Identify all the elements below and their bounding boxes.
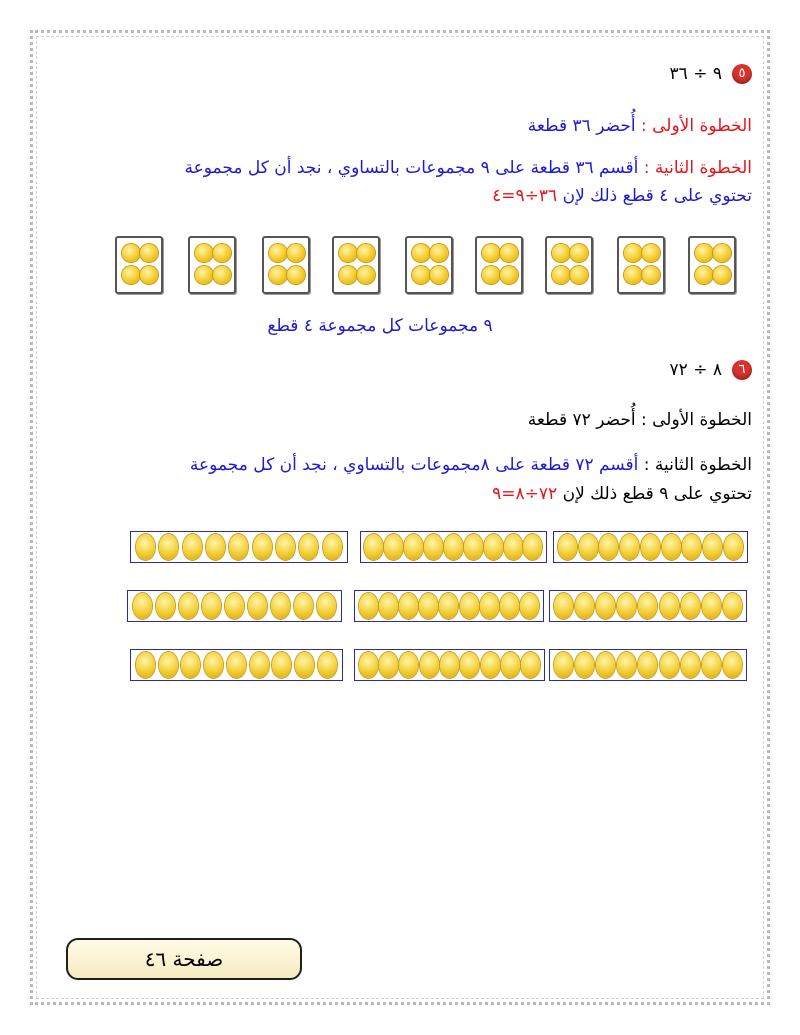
counter-piece (412, 266, 430, 284)
counter-piece (225, 593, 244, 619)
problem-5-step-1-text: أُحضر ٣٦ قطعة (527, 116, 641, 136)
counter-piece (227, 652, 246, 678)
problem-6-equation: ٧٢÷٨=٩ (492, 484, 558, 504)
problem-5-step-2-line-2-text: تحتوي على ٤ قطع ذلك لإن (557, 186, 752, 206)
counter-piece (723, 652, 742, 678)
counter-piece (295, 652, 314, 678)
counter-piece (596, 593, 615, 619)
counter-piece (695, 266, 713, 284)
counter-piece (558, 534, 577, 560)
problem-5-number-badge: ٥ (732, 64, 752, 84)
counter-piece (250, 652, 269, 678)
counter-piece (379, 593, 398, 619)
counter-piece (181, 652, 200, 678)
counter-piece (122, 266, 140, 284)
counter-piece (424, 534, 443, 560)
problem-6-step-2-label: الخطوة الثانية : (638, 455, 752, 475)
counter-piece (724, 534, 743, 560)
counter-piece (695, 244, 713, 262)
counter-piece (500, 266, 518, 284)
counter-piece (384, 534, 403, 560)
counter-piece (464, 534, 483, 560)
problem-5-expression: ٩ ÷ ٣٦ (669, 64, 722, 84)
counter-piece (575, 593, 594, 619)
counter-piece (660, 593, 679, 619)
group-tile (188, 236, 236, 294)
counter-piece (552, 266, 570, 284)
problem-5-step-2-text: أقسم ٣٦ قطعة على ٩ مجموعات بالتساوي ، نجد أن كل مجموعة (184, 158, 639, 178)
counter-piece (579, 534, 598, 560)
counter-piece (204, 652, 223, 678)
counter-piece (575, 652, 594, 678)
counter-piece (642, 244, 660, 262)
group-strip (127, 590, 342, 622)
counter-piece (136, 534, 155, 560)
counter-piece (482, 244, 500, 262)
counter-piece (206, 534, 225, 560)
group-strip (549, 649, 747, 681)
group-strip (354, 590, 544, 622)
counter-piece (520, 593, 539, 619)
counter-piece (122, 244, 140, 262)
group-tile (115, 236, 163, 294)
counter-piece (183, 534, 202, 560)
problem-5-caption: ٩ مجموعات كل مجموعة ٤ قطع (267, 316, 493, 336)
counter-piece (140, 244, 158, 262)
counter-piece (140, 266, 158, 284)
group-strip (130, 531, 348, 563)
counter-piece (404, 534, 423, 560)
counter-piece (570, 266, 588, 284)
problem-6-expression: ٨ ÷ ٧٢ (669, 360, 722, 380)
counter-piece (399, 593, 418, 619)
problem-6-step-1-text: أُحضر ٧٢ قطعة (527, 410, 641, 430)
counter-piece (359, 593, 378, 619)
counter-piece (359, 652, 378, 678)
problem-5-equation: ٣٦÷٩=٤ (492, 186, 558, 206)
problem-6-step-2-text: أقسم ٧٢ قطعة على ٨مجموعات بالتساوي ، نجد أن كل مجموعة (189, 455, 639, 475)
problem-5-step-1 (528, 116, 752, 136)
counter-piece (703, 534, 722, 560)
counter-piece (662, 534, 681, 560)
group-tile (617, 236, 665, 294)
counter-piece (554, 593, 573, 619)
group-strip (549, 590, 747, 622)
page-border-inner (36, 36, 764, 999)
counter-piece (596, 652, 615, 678)
counter-piece (269, 266, 287, 284)
counter-piece (195, 266, 213, 284)
problem-5-header (670, 64, 752, 84)
counter-piece (364, 534, 383, 560)
problem-6-step-2-line-1 (190, 455, 752, 475)
counter-piece (444, 534, 463, 560)
page-number-label: صفحة ٤٦ (144, 947, 224, 971)
counter-piece (179, 593, 198, 619)
counter-piece (229, 534, 248, 560)
counter-piece (681, 652, 700, 678)
problem-6-header (670, 360, 752, 380)
counter-piece (713, 266, 731, 284)
problem-6-number-badge: ٦ (732, 360, 752, 380)
group-strip (130, 649, 343, 681)
counter-piece (460, 593, 479, 619)
counter-piece (379, 652, 398, 678)
group-tile (475, 236, 523, 294)
group-strip (354, 649, 545, 681)
counter-piece (624, 244, 642, 262)
counter-piece (213, 244, 231, 262)
counter-piece (439, 593, 458, 619)
counter-piece (617, 593, 636, 619)
counter-piece (620, 534, 639, 560)
problem-6-step-2-line-2-text: تحتوي على ٩ قطع ذلك لإن (557, 484, 752, 504)
counter-piece (430, 244, 448, 262)
problem-5-step-1-label: الخطوة الأولى : (640, 116, 752, 136)
counter-piece (299, 534, 318, 560)
counter-piece (642, 266, 660, 284)
counter-piece (641, 534, 660, 560)
counter-piece (638, 593, 657, 619)
problem-5-step-2-line-2 (492, 186, 752, 206)
counter-piece (713, 244, 731, 262)
counter-piece (554, 652, 573, 678)
counter-piece (624, 266, 642, 284)
counter-piece (702, 593, 721, 619)
counter-piece (136, 652, 155, 678)
counter-piece (500, 244, 518, 262)
group-tile (332, 236, 380, 294)
group-tile (262, 236, 310, 294)
counter-piece (287, 266, 305, 284)
group-tile (545, 236, 593, 294)
counter-piece (272, 652, 291, 678)
problem-6-step-2-line-2 (492, 484, 752, 504)
problem-6-step-1-label: الخطوة الأولى : (640, 410, 752, 430)
counter-piece (276, 534, 295, 560)
counter-piece (570, 244, 588, 262)
counter-piece (159, 534, 178, 560)
counter-piece (399, 652, 418, 678)
counter-piece (460, 652, 479, 678)
counter-piece (500, 593, 519, 619)
problem-5-step-2-line-1 (185, 158, 753, 178)
group-tile (688, 236, 736, 294)
counter-piece (269, 244, 287, 262)
counter-piece (159, 652, 178, 678)
counter-piece (412, 244, 430, 262)
group-strip (553, 531, 748, 563)
counter-piece (523, 534, 542, 560)
counter-piece (501, 652, 520, 678)
counter-piece (213, 266, 231, 284)
group-tile (405, 236, 453, 294)
counter-piece (253, 534, 272, 560)
counter-piece (339, 244, 357, 262)
counter-piece (682, 534, 701, 560)
counter-piece (723, 593, 742, 619)
counter-piece (419, 593, 438, 619)
counter-piece (357, 266, 375, 284)
counter-piece (339, 266, 357, 284)
counter-piece (248, 593, 267, 619)
counter-piece (660, 652, 679, 678)
counter-piece (484, 534, 503, 560)
counter-piece (420, 652, 439, 678)
counter-piece (317, 593, 336, 619)
counter-piece (638, 652, 657, 678)
counter-piece (133, 593, 152, 619)
counter-piece (287, 244, 305, 262)
counter-piece (202, 593, 221, 619)
problem-5-step-2-label: الخطوة الثانية : (638, 158, 752, 178)
counter-piece (195, 244, 213, 262)
counter-piece (504, 534, 523, 560)
counter-piece (681, 593, 700, 619)
counter-piece (440, 652, 459, 678)
counter-piece (156, 593, 175, 619)
counter-piece (294, 593, 313, 619)
counter-piece (702, 652, 721, 678)
group-strip (360, 531, 547, 563)
problem-6-step-1 (528, 410, 752, 430)
counter-piece (552, 244, 570, 262)
counter-piece (599, 534, 618, 560)
counter-piece (318, 652, 337, 678)
counter-piece (271, 593, 290, 619)
counter-piece (482, 266, 500, 284)
counter-piece (357, 244, 375, 262)
page-number-box (66, 938, 302, 980)
counter-piece (617, 652, 636, 678)
counter-piece (430, 266, 448, 284)
counter-piece (480, 593, 499, 619)
counter-piece (323, 534, 342, 560)
counter-piece (521, 652, 540, 678)
counter-piece (481, 652, 500, 678)
